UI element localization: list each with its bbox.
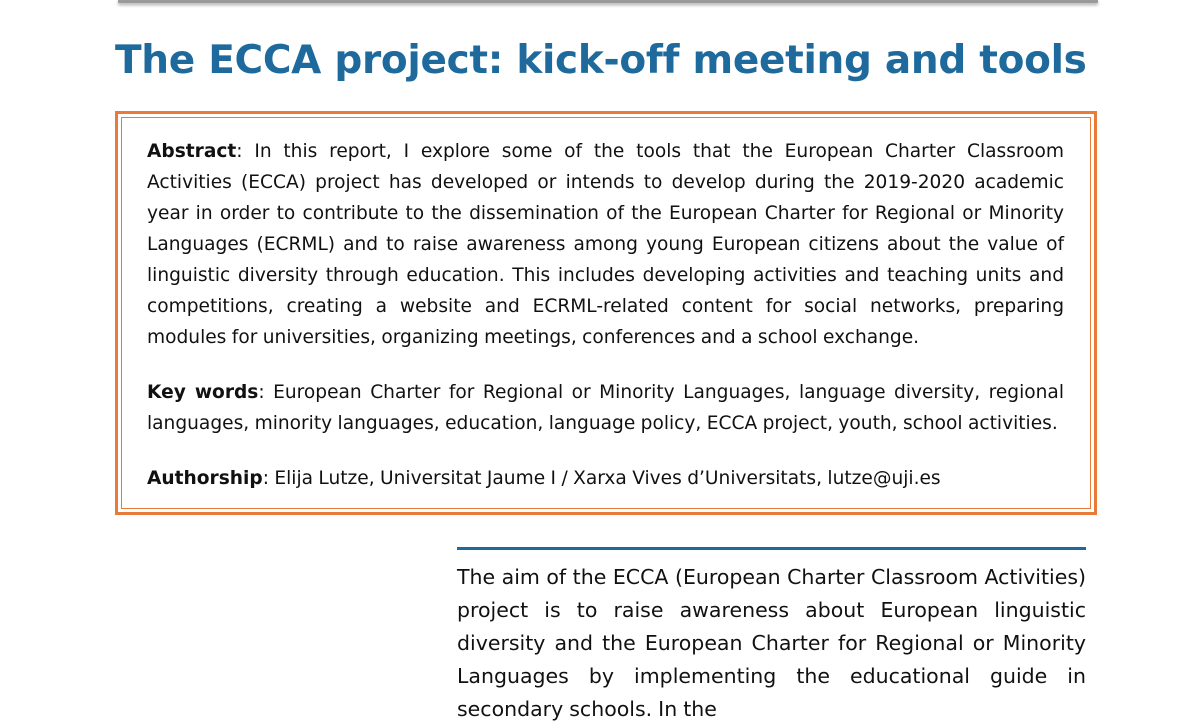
keywords-label: Key words xyxy=(147,382,259,403)
keywords-text: : European Charter for Regional or Minority Languages, language diversity, regional languages, minority languages, education, language policy, ECCA project, youth, school activities. xyxy=(147,382,1064,434)
abstract-box-inner xyxy=(121,117,1091,509)
abstract-paragraph xyxy=(147,136,1064,353)
abstract-text: : In this report, I explore some of the tools that the European Charter Classroom Activities (ECCA) project has developed or intends to develop during the 2019-2020 academic year in order to contribute to the dissemination of the European Charter for Regional or Minority Languages (ECRML) and to raise awareness among young European citizens about the value of linguistic diversity through education. This includes developing activities and teaching units and competitions, creating a website and ECRML-related content for social networks, preparing modules for universities, organizing meetings, conferences and a school exchange. xyxy=(147,141,1064,348)
abstract-box xyxy=(115,111,1097,515)
authorship-text: : Elija Lutze, Universitat Jaume I / Xarxa Vives d’Universitats, lutze@uji.es xyxy=(262,468,941,489)
authorship-label: Authorship xyxy=(147,468,263,489)
body-paragraph: The aim of the ECCA (European Charter Classroom Activities) project is to raise awareness about European linguistic diversity and the European Charter for Regional or Minority Languages by implementing the educational guide in secondary schools. In the xyxy=(457,565,1086,721)
header-rule xyxy=(118,0,1098,3)
section-rule xyxy=(457,547,1086,550)
keywords-paragraph xyxy=(147,377,1064,439)
abstract-label: Abstract xyxy=(147,141,237,162)
page-title: The ECCA project: kick-off meeting and tools xyxy=(115,38,1087,83)
authorship-paragraph xyxy=(147,463,1064,494)
